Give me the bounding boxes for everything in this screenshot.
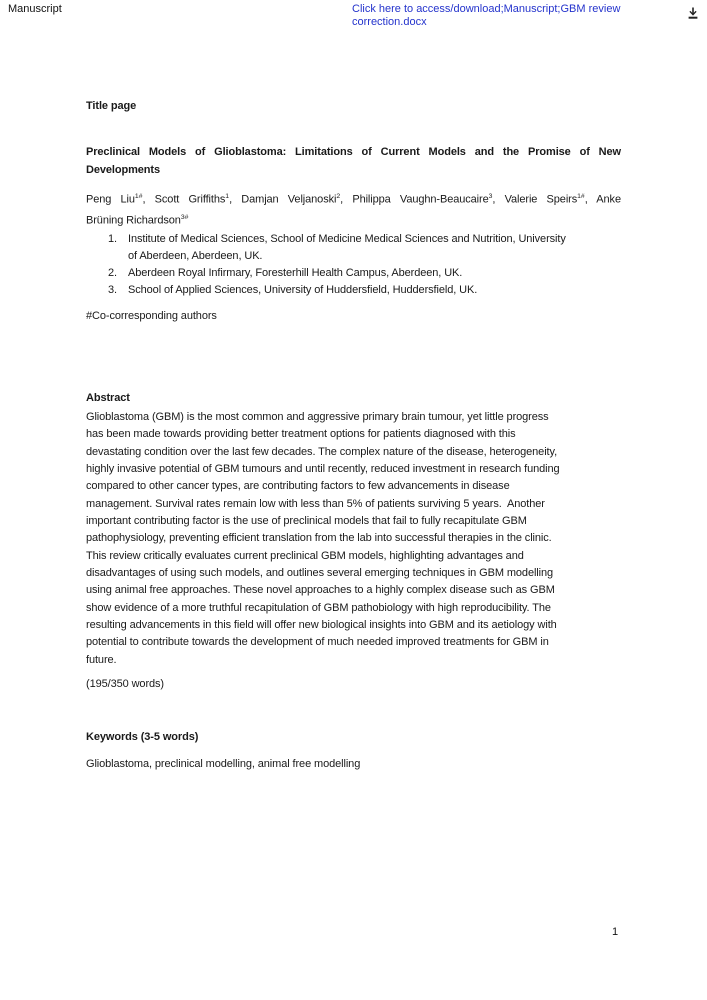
paper-title-line: Preclinical Models of Glioblastoma: Limitations of Current Models and the Promise of New — [86, 146, 621, 158]
paper-title — [86, 143, 621, 179]
co-corresponding-note: #Co-corresponding authors — [86, 310, 217, 322]
affiliation-number: 3. — [108, 284, 117, 296]
affiliation-item — [86, 231, 621, 265]
paper-title-line: Developments — [86, 164, 160, 176]
abstract-heading: Abstract — [86, 392, 130, 404]
page-number: 1 — [612, 926, 619, 938]
abstract-line: highly invasive potential of GBM tumours and until recently, reduced investment in research funding — [86, 463, 560, 476]
abstract-line: important contributing factor is the use of preclinical models that fail to fully recapitulate GBM — [86, 515, 527, 528]
abstract-line: management. Survival rates remain low with less than 5% of patients surviving 5 years. Another — [86, 497, 545, 510]
abstract-line: using animal free approaches. These novel approaches to a highly complex disease such as GBM — [86, 584, 555, 597]
affiliation-item — [86, 282, 621, 299]
abstract-line: resulting advancements in this field will offer new biological insights into GBM and its aetiology with — [86, 619, 557, 632]
manuscript-download-link[interactable]: Click here to access/download;Manuscript;GBM review correction.docx — [352, 3, 621, 28]
download-icon-glyph — [688, 7, 698, 19]
title-page-heading: Title page — [86, 100, 137, 112]
affiliation-item — [86, 265, 621, 282]
abstract-line: pathophysiology, preventing efficient translation from the lab into successful therapies in the clinic. — [86, 532, 552, 545]
word-count-note: (195/350 words) — [86, 678, 164, 690]
download-icon[interactable] — [688, 6, 698, 18]
keywords-text: Glioblastoma, preclinical modelling, animal free modelling — [86, 758, 361, 770]
author-list — [86, 188, 621, 229]
author-line: Peng Liu$^{1\#}$, Scott Griffiths$^1$, Damjan Veljanoski$^2$, Philippa Vaughn-Beaucaire$^3$, Valerie Speirs$^{1\#}$, Anke — [86, 193, 621, 206]
abstract-line: show evidence of a more truthful recapitulation of GBM pathobiology with high reproducibility. The — [86, 601, 551, 614]
affiliation-text — [128, 265, 462, 282]
affiliation-line: of Aberdeen, Aberdeen, UK. — [128, 250, 263, 262]
abstract-line: devastating condition over the last few decades. The complex nature of the disease, heterogeneity, — [86, 445, 558, 458]
affiliation-line: School of Applied Sciences, University of Huddersfield, Huddersfield, UK. — [128, 284, 478, 296]
abstract-text — [86, 409, 621, 669]
abstract-line: compared to other cancer types, are contributing factors to few advancements in disease — [86, 480, 510, 493]
abstract-line: disadvantages of using such models, and outlines several emerging techniques in GBM modelling — [86, 567, 554, 580]
affiliation-line: Aberdeen Royal Infirmary, Foresterhill Health Campus, Aberdeen, UK. — [128, 267, 463, 279]
abstract-line: Glioblastoma (GBM) is the most common and aggressive primary brain tumour, yet little progress — [86, 411, 549, 423]
keywords-heading: Keywords (3-5 words) — [86, 731, 199, 743]
abstract-line: future. — [86, 653, 117, 666]
author-line: Brüning Richardson$^{3\#}$ — [86, 213, 189, 227]
abstract-line: potential to contribute towards the development of much needed improved treatments for GBM in — [86, 636, 549, 649]
abstract-line: has been made towards providing better treatment options for patients diagnosed with this — [86, 428, 516, 441]
affiliation-number: 1. — [108, 233, 117, 245]
affiliation-text — [128, 282, 477, 299]
affiliation-text — [128, 231, 566, 265]
affiliation-number: 2. — [108, 267, 117, 279]
abstract-line: This review critically evaluates current preclinical GBM models, highlighting advantages and — [86, 549, 524, 562]
affiliations-list — [86, 231, 621, 299]
header-manuscript-label: Manuscript — [8, 3, 62, 15]
affiliation-line: Institute of Medical Sciences, School of Medicine Medical Sciences and Nutrition, University — [128, 233, 566, 245]
